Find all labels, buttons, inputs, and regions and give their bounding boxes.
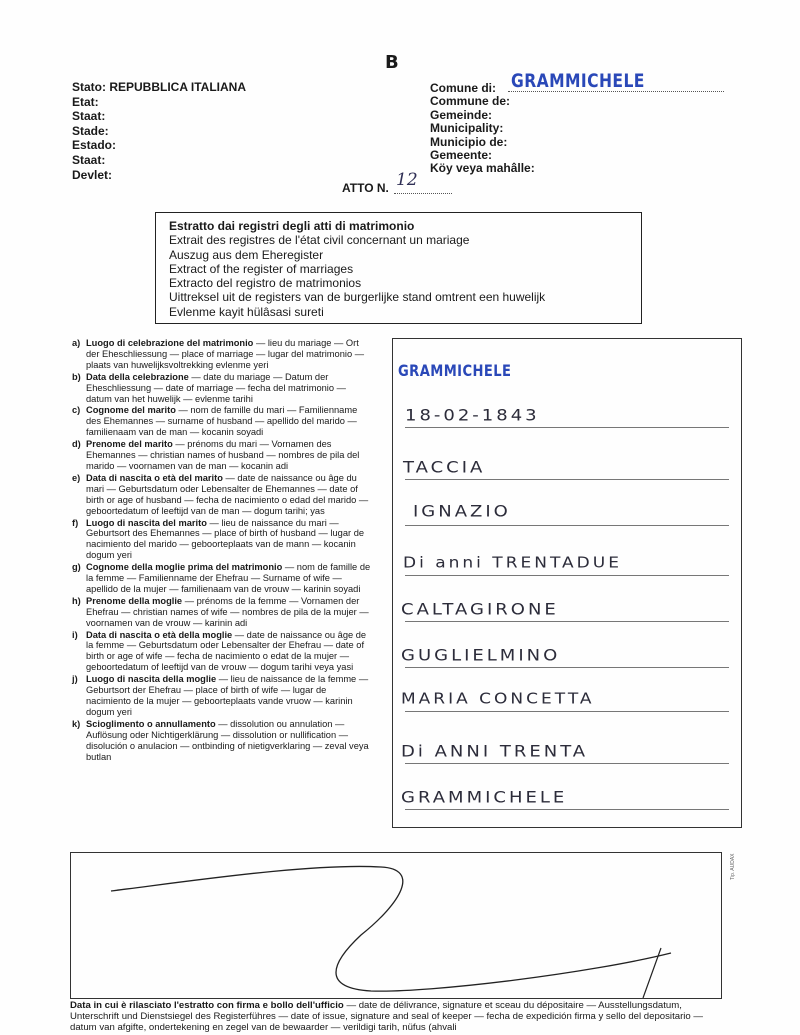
place-stamp: GRAMMICHELE [398,361,512,380]
commune-stamp: GRAMMICHELE [511,70,645,92]
wife-name: MARIA CONCETTA [401,690,595,708]
marriage-date: 18-02-1843 [405,406,540,425]
field-i [72,630,372,674]
field-head: Data di nascita o età del marito [86,472,223,483]
field-j [72,674,372,718]
commune-label-4: Municipio de: [430,134,508,149]
field-descriptions [72,338,372,763]
title-line-1: Extrait des registres de l'état civil concernant un mariage [169,233,470,248]
field-text: — date du mariage — Datum der Eheschliessung — date of marriage — fecha del matrimonio — datum van het huwelijk — evlenme tarihi [86,371,346,404]
commune-label-6: Köy veya mahâlle: [430,161,535,176]
atto-label: ATTO N. [342,181,389,195]
signature-scribble [71,853,721,998]
field-d [72,439,372,472]
title-box [155,212,642,324]
field-head: Data di nascita o età della moglie [86,629,233,640]
field-f [72,518,372,562]
field-letter: a) [72,338,81,348]
footer-body: — date de délivrance, signature et sceau du dépositaire — Ausstellungsdatum, Unterschrift und Dienstsiegel des Registerführes — date of issue, signature and seal of keeper — fecha de expedición firma y sello del depositario — datum van afgifte, ondertekening en zegel van de bewaarder — verildigi tarih, nüfus (ahvali [70,1000,703,1033]
printer-mark: Tip. AUDAX [730,853,736,880]
field-letter: g) [72,562,81,573]
field-letter: i) [72,629,78,640]
field-h [72,596,372,629]
state-label-2: Staat: [72,109,106,124]
atto-number: 12 [396,170,418,190]
footer-text [70,1000,730,1033]
field-letter: c) [72,405,81,416]
field-c [72,405,372,438]
field-text: — lieu de naissance de la femme — Geburtsort der Ehefrau — place of birth of wife — lugar de nacimiento de la mujer — geboorteplaats vande vruow — karinin dogum yeri [86,674,369,717]
field-text: — lieu de naissance du mari — Geburtsort des Ehemannes — place of birth of husband — lugar de nacimiento del marido — geboorteplaats van de mann — kocanin dogum yeri [86,517,365,561]
title-line-3: Extract of the register of marriages [169,261,354,276]
signature-box [70,852,722,999]
answer-line [405,621,729,622]
commune-label-5: Gemeente: [430,148,493,163]
field-head: Luogo di nascita della moglie [86,674,217,685]
commune-labels [430,82,535,176]
state-label-1: Etat: [72,94,99,109]
field-letter: d) [72,439,81,450]
commune-label-1: Commune de: [430,94,511,109]
field-head: Prenome del marito [86,439,173,450]
field-letter: k) [72,718,81,729]
title-line-2: Auszug aus dem Eheregister [169,247,324,262]
field-letter: j) [72,674,78,685]
field-b [72,372,372,405]
husband-birthplace: CALTAGIRONE [401,600,559,619]
answers-box [392,338,742,828]
answer-line [405,763,729,764]
field-text: — date de naissance ou âge du mari — Geburtsdatum oder Lebensalter de Ehemannes — date of birth or age of husband — fecha de nacimiento o edad del marido — geboortedatum of leeftijd van de man — dogum tarihi; yas [86,472,369,516]
field-head: Cognome della moglie prima del matrimonio [86,562,283,573]
field-head: Data della celebrazione [86,371,189,382]
title-line-0: Estratto dai registri degli atti di matrimonio [169,219,415,233]
answer-line [405,809,729,810]
state-label-6: Devlet: [72,167,113,182]
field-a [72,338,372,371]
state-label-4: Estado: [72,138,117,153]
field-letter: e) [72,472,81,483]
field-letter: b) [72,371,81,382]
footer-head: Data in cui è rilasciato l'estratto con firma e bollo dell'ufficio [70,1000,344,1011]
answer-line [405,479,729,480]
title-line-6: Evlenme kayit hülâsasi sureti [169,304,324,319]
field-head: Luogo di celebrazione del matrimonio [86,338,254,348]
commune-label-2: Gemeinde: [430,107,493,122]
answer-line [405,711,729,712]
husband-surname: TACCIA [403,458,486,477]
field-text: — dissolution ou annulation — Auflösung oder Nichtigerklärung — dissolution or nullification — disolución o anulacion — ontbinding of nietigverklaring — zeval veya butlan [86,718,369,762]
state-labels [72,80,246,182]
field-head: Cognome del marito [86,405,176,416]
field-letter: f) [72,517,79,528]
atto-dotted-line [394,193,452,194]
field-text: — nom de famille de la femme — Familienname der Ehefrau — Surname of wife — apellido de la mujer — familienaam van de vrouw — karinin soyadi [86,562,371,594]
answer-line [405,575,729,576]
field-head: Prenome della moglie [86,595,183,606]
wife-surname: GUGLIELMINO [401,646,561,665]
state-label-0: Stato: REPUBBLICA ITALIANA [72,80,246,94]
field-head: Luogo di nascita del marito [86,517,207,528]
field-text: — lieu du mariage — Ort der Eheschliessung — place of marriage — lugar del matrimonio — plaats van huwelijksvoltrekking evlenme yeri [86,338,364,370]
field-letter: h) [72,595,81,606]
field-k [72,719,372,763]
answer-line [405,667,729,668]
field-text: — prénoms de la femme — Vornamen der Ehefrau — christian names of wife — nombres de pila de la mujer — voornamen van de vrouw — karinin adi [86,595,369,628]
field-head: Scioglimento o annullamento [86,718,216,729]
answer-line [405,427,729,428]
field-text: — date de naissance ou âge de la femme — Geburtsdatum oder Lebensalter der Ehefrau — date of birth or age of wife — fecha de nacimiento o edat de la mujer — geboortedatum of leeftijd van de vrouw — dogum tarihi veya yasi [86,629,367,673]
field-e [72,473,372,517]
husband-age: Di anni TRENTADUE [403,554,622,572]
answer-line [405,525,729,526]
title-line-4: Extracto del registro de matrimonios [169,276,362,291]
state-label-3: Stade: [72,123,109,138]
state-label-5: Staat: [72,152,106,167]
commune-label-0: Comune di: [430,81,496,95]
form-letter: B [385,52,399,73]
commune-label-3: Municipality: [430,121,504,136]
field-text: — nom de famille du mari — Familienname des Ehemannes — surname of husband — apellido del marido — familienaam van de man — kocanin soyadi [86,405,358,438]
title-line-5: Uittreksel uit de registers van de burgerlijke stand omtrent een huwelijk [169,290,546,305]
wife-age: Di ANNI TRENTA [401,742,589,761]
wife-birthplace: GRAMMICHELE [401,788,568,807]
husband-name: IGNAZIO [413,502,511,521]
field-g [72,562,372,595]
field-text: — prénoms du mari — Vornamen des Ehemannes — christian names of husband — nombres de pila del marido — voornamen van de man — kocanin adi [86,439,360,471]
